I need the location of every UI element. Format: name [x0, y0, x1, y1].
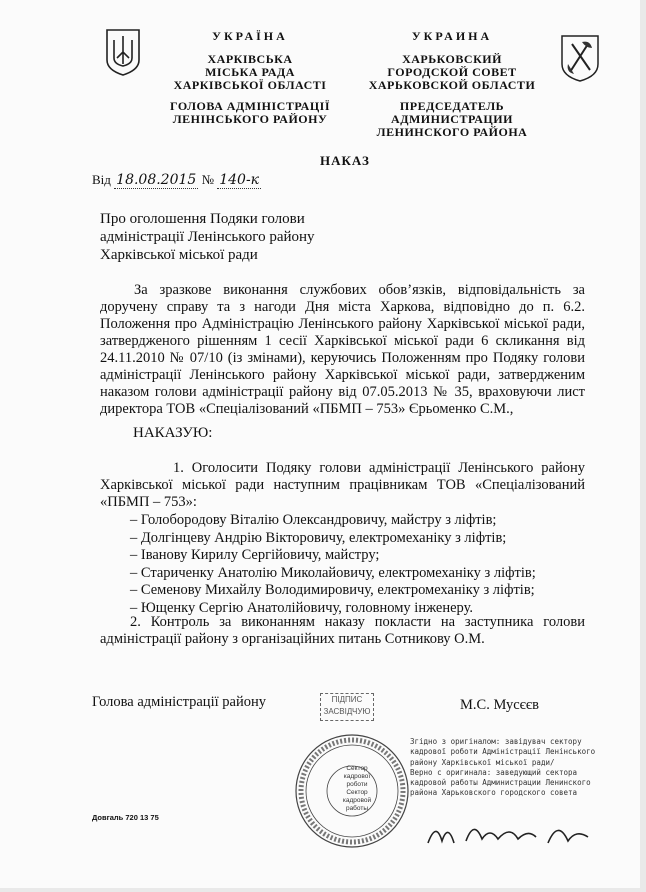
header-left — [170, 30, 330, 126]
preamble-paragraph: За зразкове виконання службових обов’язків, відповідальність за доручену справу та з нагоди Дня міста Харкова, відповідно до п. 6.2. Положення про Адміністрацію Ленінського району Харківської міської ради, затвердженого рішенням 1 сесії Харківської міської ради 6 скликання від 24.11.2010 № 07/10 (із змінами), керуючись Положенням про Подяку голови адміністрації Ленінського району Харківської міської ради, затвердженим наказом голови адміністрації району від 07.05.2013 № 35, враховуючи лист директора ТОВ «Спеціалізований «ПБМП – 753» Єрьоменко С.М., — [100, 282, 585, 417]
list-item: – Іванову Кирилу Сергійовичу, майстру; — [130, 547, 380, 564]
order-number: 140-к — [219, 172, 260, 188]
council-name: ХАРКІВСЬКА МІСЬКА РАДА ХАРКІВСЬКОЇ ОБЛАСТІ — [173, 52, 327, 92]
employee-list — [130, 512, 536, 618]
signature-name: М.С. Мусєєв — [460, 697, 539, 713]
header-right — [352, 30, 552, 139]
executor-contact: Довгаль 720 13 75 — [92, 813, 159, 822]
certification-stamp: Згідно з оригіналом: завідувач сектору кадрової роботи Адміністрації Ленінського району Харківської міської ради/ Верно с оригинала: заведующий сектора кадровой работы Администрации Ленинского района Харьковского городского совета — [410, 737, 596, 798]
order-subject: Про оголошення Подяки голови адміністрації Ленінського району Харківської міської ради — [100, 211, 315, 263]
trident-emblem-icon — [105, 28, 141, 76]
position-name-ru: ПРЕДСЕДАТЕЛЬ АДМИНИСТРАЦИИ ЛЕНИНСКОГО РАЙОНА — [376, 99, 528, 139]
list-item: – Долгінцеву Андрію Вікторовичу, електромеханіку з ліфтів; — [130, 529, 507, 546]
country-name: УКРАЇНА — [212, 29, 288, 43]
list-item: – Стариченку Анатолію Миколайовичу, електромеханіку з ліфтів; — [130, 564, 536, 581]
handwritten-signature — [418, 813, 598, 853]
item-2-paragraph: 2. Контроль за виконанням наказу покласти на заступника голови адміністрації району з організаційних питань Сотникову О.М. — [100, 614, 585, 647]
order-word: НАКАЗУЮ: — [133, 425, 213, 441]
seal-center-text: Сектор кадрової роботи Сектор кадровой работы — [342, 765, 372, 812]
signature-position: Голова адміністрації району — [92, 694, 266, 710]
list-item: – Семенову Михайлу Володимировичу, електромеханіку з ліфтів; — [130, 582, 535, 599]
list-item: – Голобородову Віталію Олександровичу, майстру з ліфтів; — [130, 512, 497, 528]
document-title: НАКАЗ — [320, 153, 370, 168]
order-date: 18.08.2015 — [116, 172, 197, 188]
item-1-paragraph: 1. Оголосити Подяку голови адміністрації Ленінського району Харківської міської ради наступним працівникам ТОВ «Спеціалізований «ПБМП – 753»: — [100, 460, 585, 510]
date-line: Від 18.08.2015 № 140-к — [92, 172, 260, 188]
list-item: – Ющенку Сергію Анатолійовичу, головному інженеру. — [130, 599, 474, 616]
country-name-ru: УКРАИНА — [411, 29, 493, 43]
kharkiv-coat-of-arms-icon — [560, 34, 600, 82]
position-name: ГОЛОВА АДМІНІСТРАЦІЇ ЛЕНІНСЬКОГО РАЙОНУ — [170, 99, 330, 126]
council-name-ru: ХАРЬКОВСКИЙ ГОРОДСКОЙ СОВЕТ ХАРЬКОВСКОЙ ОБЛАСТИ — [368, 52, 536, 92]
approval-stamp: ПІДПИС ЗАСВІДЧУЮ — [320, 693, 374, 721]
